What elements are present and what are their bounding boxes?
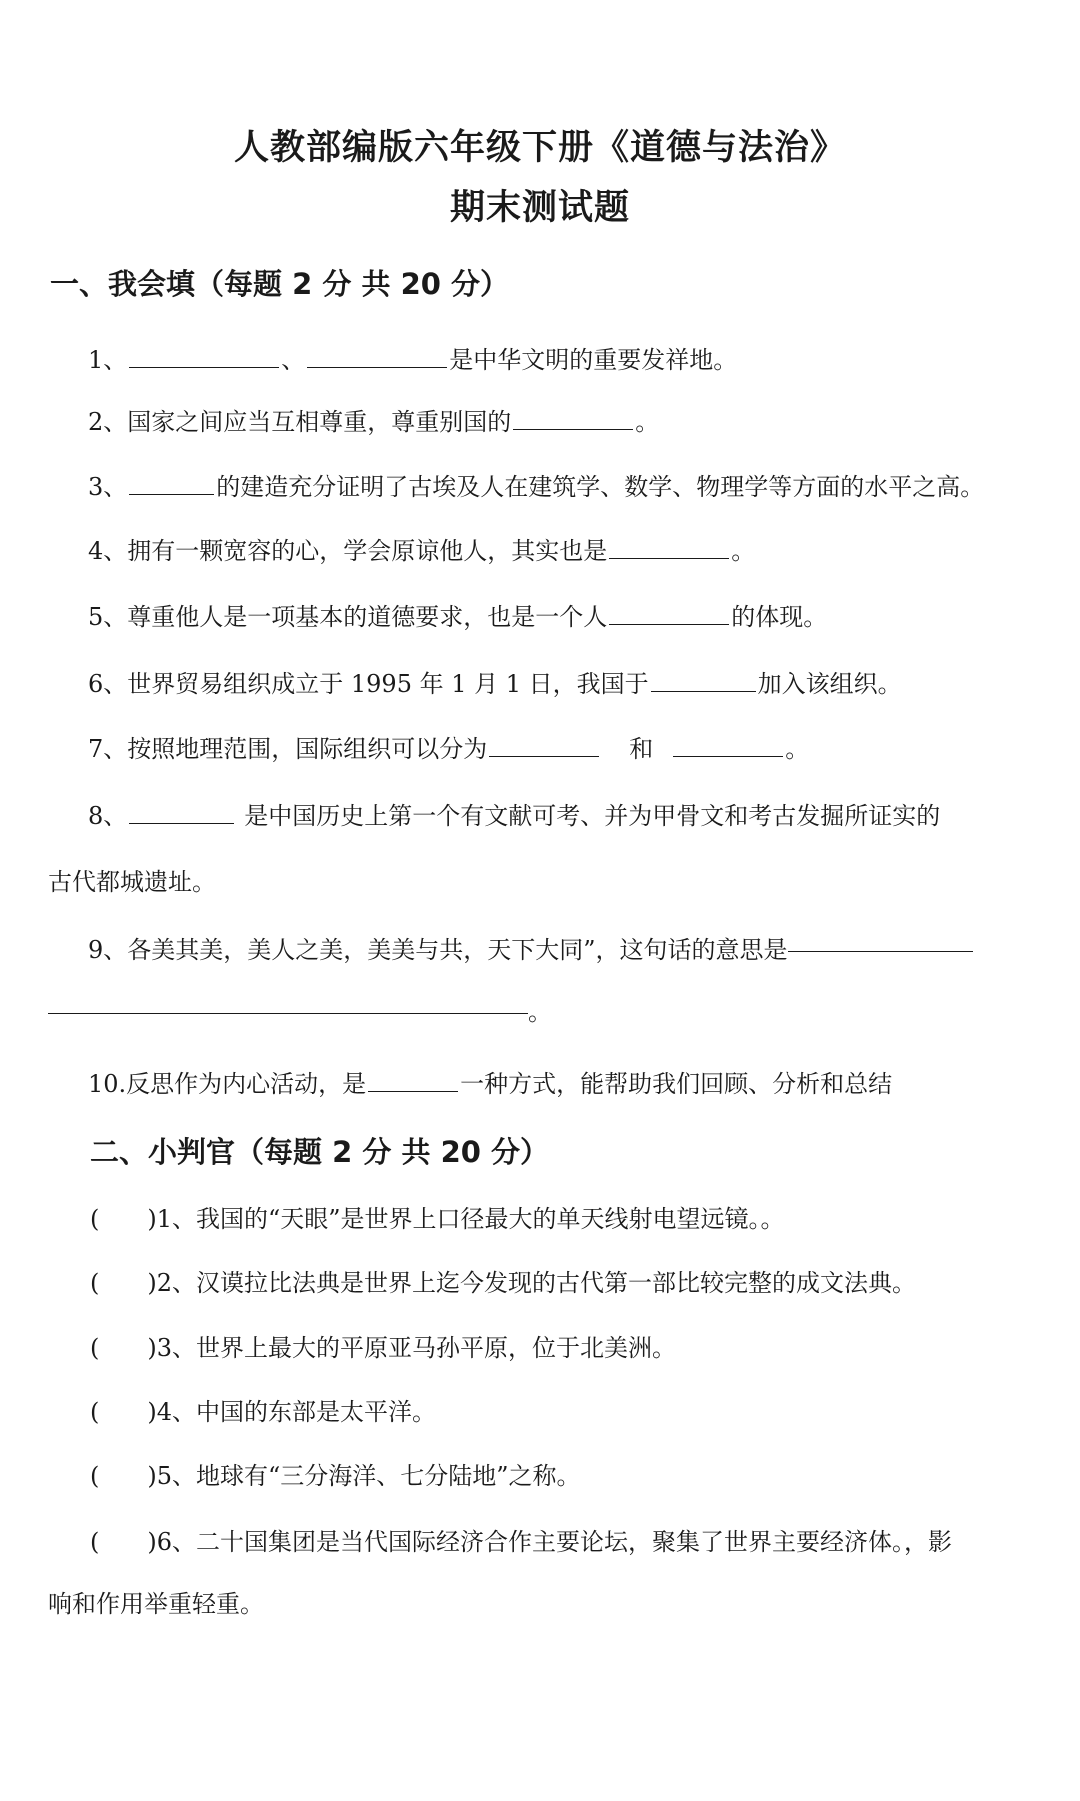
q5-end: 的体现。 (731, 603, 828, 631)
q9-answer-line-1[interactable] (788, 951, 973, 952)
judge-item-6-continued: 响和作用举重轻重。 (48, 1590, 264, 1618)
q10-text: 10.反思作为内心活动，是 (88, 1070, 367, 1098)
question-2 (88, 406, 659, 438)
q9-answer-line-2[interactable] (48, 1013, 528, 1014)
paren-open: ( (90, 1398, 100, 1426)
question-5 (88, 601, 827, 633)
question-4 (88, 535, 755, 567)
question-8-continued: 古代都城遗址。 (48, 868, 216, 896)
judge-text-1: 1、我国的“天眼”是世界上口径最大的单天线射电望远镜。。 (156, 1205, 785, 1233)
judge-item-6 (90, 1526, 952, 1558)
q1-text: 是中华文明的重要发祥地。 (449, 346, 738, 374)
judge-item-1 (90, 1203, 785, 1235)
q7-and: 和 (629, 735, 654, 763)
paren-open: ( (90, 1269, 100, 1297)
q9-end: 。 (528, 998, 552, 1026)
q4-text: 4、拥有一颗宽容的心，学会原谅他人，其实也是 (88, 537, 608, 565)
question-1 (88, 344, 737, 376)
q4-blank[interactable] (609, 536, 729, 559)
paren-open: ( (90, 1334, 100, 1362)
q7-end: 。 (785, 735, 810, 763)
q4-end: 。 (731, 537, 756, 565)
q6-text: 6、世界贸易组织成立于 1995 年 1 月 1 日，我国于 (88, 670, 649, 698)
judge-item-5 (90, 1460, 581, 1492)
q2-blank[interactable] (513, 407, 633, 430)
judge-item-2 (90, 1267, 916, 1299)
q3-number: 3、 (88, 473, 128, 501)
paren-open: ( (90, 1528, 100, 1556)
judge-text-6: 6、二十国集团是当代国际经济合作主要论坛，聚集了世界主要经济体。，影 (156, 1528, 953, 1556)
question-3 (88, 471, 984, 503)
q9-text: 9、各美其美，美人之美，美美与共，天下大同”，这句话的意思是 (88, 936, 788, 964)
question-6 (88, 668, 902, 700)
question-8 (88, 800, 940, 832)
q1-blank-2[interactable] (307, 345, 447, 368)
question-10 (88, 1068, 892, 1100)
q2-end: 。 (635, 408, 660, 436)
judge-text-2: 2、汉谟拉比法典是世界上迄今发现的古代第一部比较完整的成文法典。 (156, 1269, 917, 1297)
judge-text-4: 4、中国的东部是太平洋。 (156, 1398, 437, 1426)
q1-number: 1、 (88, 346, 128, 374)
question-7 (88, 733, 809, 765)
paren-open: ( (90, 1462, 100, 1490)
q7-blank-1[interactable] (489, 734, 599, 757)
judge-item-3 (90, 1332, 676, 1364)
document-subtitle: 期末测试题 (449, 188, 630, 228)
judge-item-4 (90, 1396, 436, 1428)
question-9 (88, 934, 973, 966)
q3-text: 的建造充分证明了古埃及人在建筑学、数学、物理学等方面的水平之高。 (216, 473, 985, 501)
q7-blank-2[interactable] (673, 734, 783, 757)
q5-blank[interactable] (609, 602, 729, 625)
judge-text-3: 3、世界上最大的平原亚马孙平原，位于北美洲。 (156, 1334, 677, 1362)
paren-close: ) (147, 1528, 157, 1556)
q3-blank[interactable] (129, 472, 214, 495)
question-9-continued (48, 996, 552, 1028)
document-title: 人教部编版六年级下册《道德与法治》 (233, 128, 846, 168)
q8-blank[interactable] (129, 801, 234, 824)
q8-text: 是中国历史上第一个有文献可考、并为甲骨文和考古发掘所证实的 (244, 802, 941, 830)
q6-blank[interactable] (651, 669, 756, 692)
q1-blank-1[interactable] (129, 345, 279, 368)
paren-close: ) (147, 1462, 157, 1490)
q7-text: 7、按照地理范围，国际组织可以分为 (88, 735, 488, 763)
q10-blank[interactable] (368, 1069, 458, 1092)
q6-end: 加入该组织。 (757, 670, 902, 698)
paren-close: ) (147, 1205, 157, 1233)
section2-heading: 二、小判官（每题 2 分 共 20 分） (90, 1135, 550, 1169)
paren-close: ) (147, 1398, 157, 1426)
paren-close: ) (147, 1269, 157, 1297)
q8-number: 8、 (88, 802, 128, 830)
q1-sep: 、 (281, 346, 306, 374)
paren-close: ) (147, 1334, 157, 1362)
paren-open: ( (90, 1205, 100, 1233)
q2-text: 2、国家之间应当互相尊重，尊重别国的 (88, 408, 512, 436)
q5-text: 5、尊重他人是一项基本的道德要求，也是一个人 (88, 603, 608, 631)
section1-heading: 一、我会填（每题 2 分 共 20 分） (50, 267, 510, 301)
judge-text-5: 5、地球有“三分海洋、七分陆地”之称。 (156, 1462, 581, 1490)
q10-end: 一种方式，能帮助我们回顾、分析和总结 (460, 1070, 893, 1098)
